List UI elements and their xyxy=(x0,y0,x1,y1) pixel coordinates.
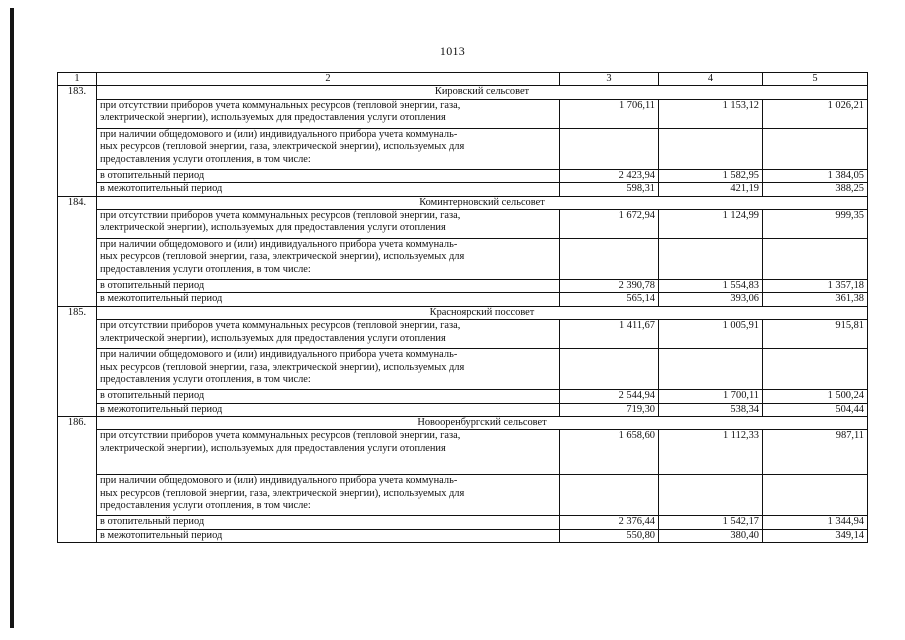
value-cell-col4: 1 005,91 xyxy=(659,320,763,349)
value-cell-col3: 2 423,94 xyxy=(560,169,659,182)
table-row xyxy=(58,280,868,293)
description-line: при отсутствии приборов учета коммунальных ресурсов (тепловой энергии, газа, xyxy=(100,430,461,442)
column-header: 1 xyxy=(58,73,97,86)
row-description xyxy=(97,529,560,542)
value-cell-col3: 1 658,60 xyxy=(560,430,659,475)
description-line: при отсутствии приборов учета коммунальных ресурсов (тепловой энергии, газа, xyxy=(100,320,461,332)
row-description xyxy=(97,128,560,169)
table-row xyxy=(58,293,868,306)
group-title: Кировский сельсовет xyxy=(97,86,868,99)
table-row xyxy=(58,99,868,128)
description-line: ных ресурсов (тепловой энергии, газа, электрической энергии), используемых для xyxy=(100,361,465,373)
description-line: в межотопительный период xyxy=(100,529,223,541)
table-row xyxy=(58,430,868,475)
table-row xyxy=(58,128,868,169)
value-cell-col4: 1 582,95 xyxy=(659,169,763,182)
page-number: 1013 xyxy=(439,44,466,58)
table-row xyxy=(58,183,868,196)
table-row xyxy=(58,239,868,280)
value-cell-col4 xyxy=(659,349,763,390)
value-cell-col5: 1 500,24 xyxy=(763,390,868,403)
value-cell-col5 xyxy=(763,128,868,169)
description-line: ных ресурсов (тепловой энергии, газа, электрической энергии), используемых для xyxy=(100,251,465,263)
table-row xyxy=(58,529,868,542)
description-line: при отсутствии приборов учета коммунальных ресурсов (тепловой энергии, газа, xyxy=(100,99,461,111)
table-row xyxy=(58,390,868,403)
group-title: Красноярский поссовет xyxy=(97,306,868,319)
value-cell-col3 xyxy=(560,475,659,516)
value-cell-col5 xyxy=(763,475,868,516)
row-description xyxy=(97,390,560,403)
value-cell-col4 xyxy=(659,128,763,169)
value-cell-col5: 361,38 xyxy=(763,293,868,306)
description-line: предоставления услуги отопления, в том числе: xyxy=(100,500,311,512)
description-line: предоставления услуги отопления, в том числе: xyxy=(100,263,311,275)
row-description xyxy=(97,210,560,239)
value-cell-col3: 719,30 xyxy=(560,403,659,416)
value-cell-col4 xyxy=(659,475,763,516)
group-number: 184. xyxy=(58,196,97,306)
row-description xyxy=(97,239,560,280)
value-cell-col5: 915,81 xyxy=(763,320,868,349)
value-cell-col3: 1 672,94 xyxy=(560,210,659,239)
table-row xyxy=(58,475,868,516)
group-title-row xyxy=(58,417,868,430)
description-line: ных ресурсов (тепловой энергии, газа, электрической энергии), используемых для xyxy=(100,487,465,499)
table-row xyxy=(58,403,868,416)
row-description xyxy=(97,516,560,529)
description-line: ных ресурсов (тепловой энергии, газа, электрической энергии), используемых для xyxy=(100,141,465,153)
tariff-table xyxy=(57,72,868,543)
value-cell-col4: 1 554,83 xyxy=(659,280,763,293)
value-cell-col4: 1 124,99 xyxy=(659,210,763,239)
description-line: предоставления услуги отопления, в том числе: xyxy=(100,153,311,165)
row-description xyxy=(97,169,560,182)
value-cell-col5: 999,35 xyxy=(763,210,868,239)
description-line: в отопительный период xyxy=(100,516,205,528)
value-cell-col3: 2 390,78 xyxy=(560,280,659,293)
value-cell-col3: 598,31 xyxy=(560,183,659,196)
row-description xyxy=(97,320,560,349)
group-title-row xyxy=(58,306,868,319)
value-cell-col5: 1 384,05 xyxy=(763,169,868,182)
row-description xyxy=(97,293,560,306)
group-number: 183. xyxy=(58,86,97,196)
row-description xyxy=(97,99,560,128)
description-line: электрической энергии), используемых для предоставления услуги отопления xyxy=(100,222,446,234)
value-cell-col5: 388,25 xyxy=(763,183,868,196)
table-row xyxy=(58,169,868,182)
value-cell-col3: 565,14 xyxy=(560,293,659,306)
row-description xyxy=(97,280,560,293)
description-line: при наличии общедомового и (или) индивидуального прибора учета коммуналь- xyxy=(100,349,458,361)
value-cell-col3 xyxy=(560,239,659,280)
column-header: 2 xyxy=(97,73,560,86)
value-cell-col3 xyxy=(560,128,659,169)
description-line: в межотопительный период xyxy=(100,293,223,305)
value-cell-col3: 1 411,67 xyxy=(560,320,659,349)
description-line: в отопительный период xyxy=(100,169,205,181)
value-cell-col4: 1 153,12 xyxy=(659,99,763,128)
scan-edge-shadow xyxy=(10,8,14,628)
column-header: 3 xyxy=(560,73,659,86)
header-row xyxy=(58,73,868,86)
description-line: предоставления услуги отопления, в том числе: xyxy=(100,374,311,386)
table-row xyxy=(58,210,868,239)
description-line: при наличии общедомового и (или) индивидуального прибора учета коммуналь- xyxy=(100,475,458,487)
value-cell-col3: 550,80 xyxy=(560,529,659,542)
value-cell-col5: 1 344,94 xyxy=(763,516,868,529)
value-cell-col4: 1 542,17 xyxy=(659,516,763,529)
description-line: электрической энергии), используемых для предоставления услуги отопления xyxy=(100,442,446,454)
table-body xyxy=(58,86,868,543)
description-line: при наличии общедомового и (или) индивидуального прибора учета коммуналь- xyxy=(100,128,458,140)
description-line: при отсутствии приборов учета коммунальных ресурсов (тепловой энергии, газа, xyxy=(100,210,461,222)
value-cell-col4: 538,34 xyxy=(659,403,763,416)
column-header: 4 xyxy=(659,73,763,86)
table-row xyxy=(58,349,868,390)
value-cell-col3: 2 544,94 xyxy=(560,390,659,403)
description-line: в отопительный период xyxy=(100,280,205,292)
group-title-row xyxy=(58,196,868,209)
value-cell-col5: 987,11 xyxy=(763,430,868,475)
description-line: в отопительный период xyxy=(100,390,205,402)
description-line: в межотопительный период xyxy=(100,403,223,415)
column-header: 5 xyxy=(763,73,868,86)
group-number: 186. xyxy=(58,417,97,543)
description-line: при наличии общедомового и (или) индивидуального прибора учета коммуналь- xyxy=(100,239,458,251)
row-description xyxy=(97,475,560,516)
row-description xyxy=(97,183,560,196)
row-description xyxy=(97,403,560,416)
value-cell-col5: 349,14 xyxy=(763,529,868,542)
value-cell-col5 xyxy=(763,239,868,280)
group-title: Коминтерновский сельсовет xyxy=(97,196,868,209)
value-cell-col4 xyxy=(659,239,763,280)
value-cell-col4: 421,19 xyxy=(659,183,763,196)
value-cell-col5 xyxy=(763,349,868,390)
description-line: в межотопительный период xyxy=(100,183,223,195)
value-cell-col4: 380,40 xyxy=(659,529,763,542)
value-cell-col4: 1 112,33 xyxy=(659,430,763,475)
value-cell-col4: 393,06 xyxy=(659,293,763,306)
description-line: электрической энергии), используемых для предоставления услуги отопления xyxy=(100,112,446,124)
row-description xyxy=(97,349,560,390)
value-cell-col3: 1 706,11 xyxy=(560,99,659,128)
group-title: Новооренбургский сельсовет xyxy=(97,417,868,430)
value-cell-col4: 1 700,11 xyxy=(659,390,763,403)
row-description xyxy=(97,430,560,475)
table-row xyxy=(58,320,868,349)
group-number: 185. xyxy=(58,306,97,416)
value-cell-col5: 1 357,18 xyxy=(763,280,868,293)
group-title-row xyxy=(58,86,868,99)
value-cell-col3 xyxy=(560,349,659,390)
description-line: электрической энергии), используемых для предоставления услуги отопления xyxy=(100,332,446,344)
value-cell-col5: 1 026,21 xyxy=(763,99,868,128)
value-cell-col3: 2 376,44 xyxy=(560,516,659,529)
table-row xyxy=(58,516,868,529)
value-cell-col5: 504,44 xyxy=(763,403,868,416)
